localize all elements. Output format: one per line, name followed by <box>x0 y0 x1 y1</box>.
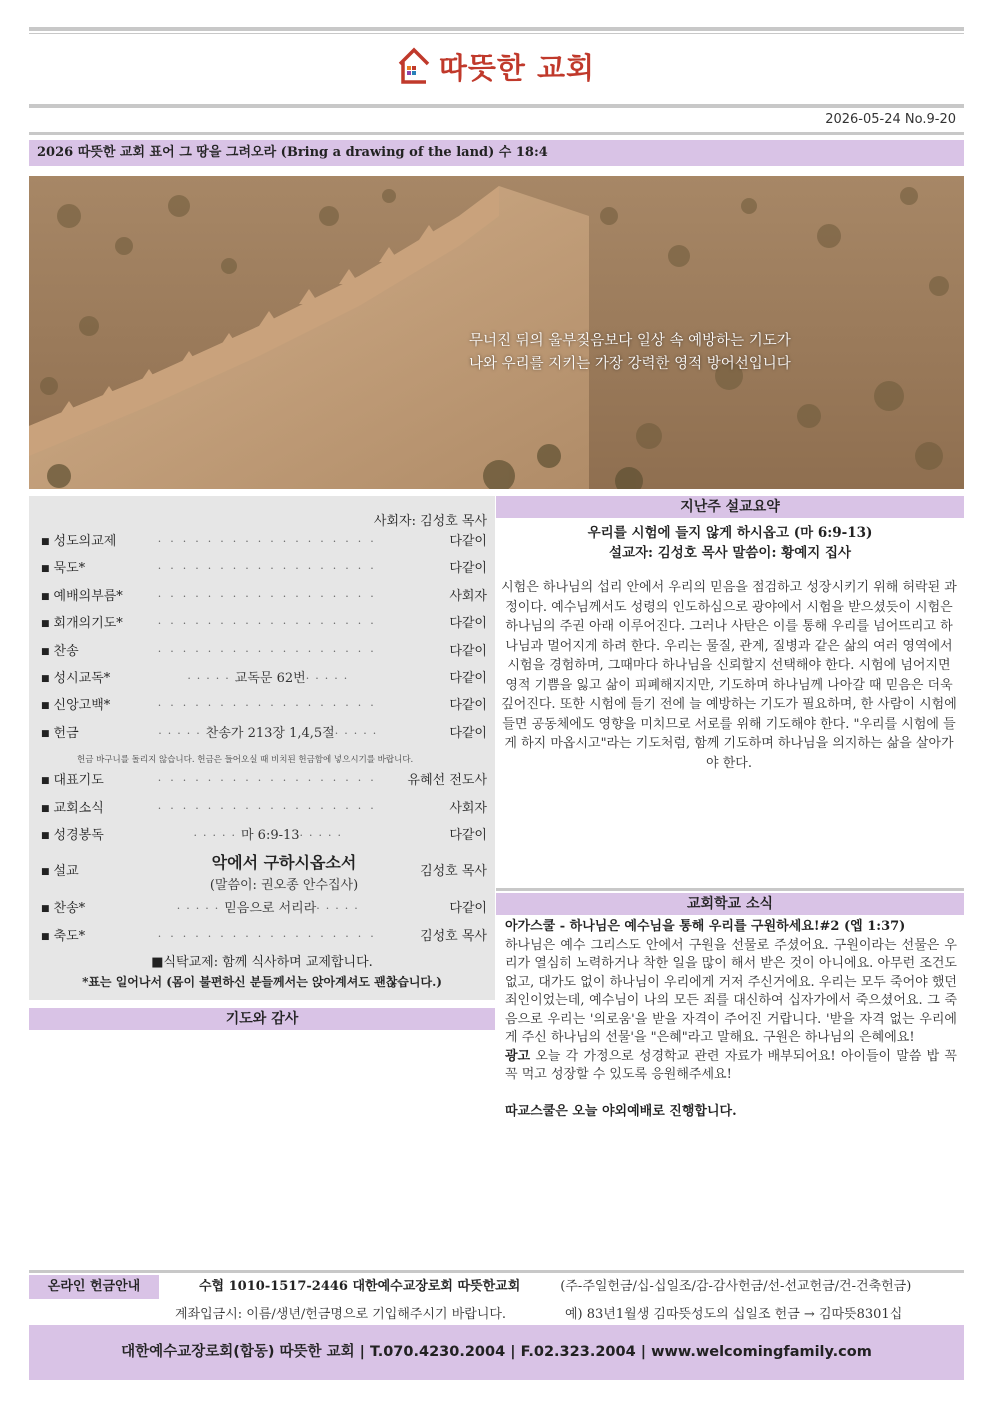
bullet-icon: ■ <box>41 537 50 547</box>
order-row <box>41 899 487 919</box>
order-item-detail <box>150 669 391 689</box>
order-item-name: 성도의교제 <box>53 534 117 549</box>
order-item-detail-text: 마 6:9-13 <box>240 828 300 843</box>
order-item-detail-text: 믿음으로 서리라 <box>224 901 317 916</box>
order-item-leader: 다같이 <box>449 644 487 659</box>
order-row <box>41 724 487 744</box>
leader-dots: ·················· <box>157 774 383 787</box>
offering-note: 헌금 바구니를 돌리지 않습니다. 헌금은 들어오실 때 비치된 헌금함에 넣으시기를 바랍니다. <box>77 755 414 765</box>
online-offering-label: 온라인 헌금안내 <box>29 1275 159 1299</box>
prayer-heading: 기도와 감사 <box>29 1008 495 1030</box>
school-body-text: 하나님은 예수 그리스도 안에서 구원을 선물로 주셨어요. 구원이라는 선물은 우리가 열심히 노력하거나 착한 일을 많이 해서 받은 것이 아니에요. 아무런 조건도 없고, 대가도 없이 하나님이 우리에게 거저 주신거에요. 우리는 모두 죽어야 했던 죄인이었는데, 예수님이 나의 모든 죄를 대신하여 십자가에서 죽으셨어요. 그 죽음으로 우리는 '의로움'을 받을 자격이 주어진 거랍니다. '받을 자격 없는 우리에게 주신 하나님의 선물'을 "은혜"라고 말해요. 구원은 하나님의 은혜에요! <box>505 937 957 1045</box>
order-item-name: 설교 <box>53 864 79 879</box>
leader-dots: ····· <box>158 727 206 740</box>
order-item-leader: 다같이 <box>449 726 487 741</box>
order-item-leader: 다같이 <box>449 561 487 576</box>
order-of-service <box>29 496 495 1000</box>
issue-dateline: 2026-05-24 No.9-20 <box>825 112 956 127</box>
school-news <box>505 918 957 1121</box>
leader-dots: ·················· <box>157 699 383 712</box>
order-row <box>41 614 487 634</box>
online-offering-row <box>29 1275 964 1299</box>
house-icon <box>397 46 431 86</box>
leader-dots: ····· <box>305 672 354 685</box>
leader-dots: ·················· <box>157 930 383 943</box>
order-item-detail-text: 찬송가 213장 1,4,5절 <box>205 726 335 741</box>
leader-dots: ····· <box>316 902 364 915</box>
hero-caption-line1: 무너진 뒤의 울부짖음보다 일상 속 예방하는 기도가 <box>469 333 791 349</box>
bullet-icon: ■ <box>41 867 50 877</box>
bullet-icon: ■ <box>41 932 50 942</box>
order-item-name: 찬송* <box>53 901 86 916</box>
order-item-name: 신앙고백* <box>53 698 111 713</box>
sermon-summary-body: 시험은 하나님의 섭리 안에서 우리의 믿음을 점검하고 성장시키기 위해 허락된 과정이다. 예수님께서도 성령의 인도하심으로 광야에서 시험을 받으셨듯이 시험은 하나님의 주권 아래 이루어진다. 그러나 사탄은 이를 통해 우리를 넘어뜨리고 하나님과 멀어지게 하려 한다. 우리는 물질, 관계, 질병과 같은 삶의 여러 영역에서 시험을 경험하며, 그때마다 하나님을 신뢰할지 선택해야 한다. 시험에 넘어지면 영적 기쁨을 잃고 삶이 피폐해지지만, 기도하며 하나님께 나아갈 때 믿음은 더욱 깊어진다. 또한 시험에 들기 전에 늘 예방하는 기도가 필요하며, 한 사람이 시험에 들면 공동체에도 영향을 미치므로 서로를 위해 기도해야 한다. "우리를 시험에 들게 하지 마옵시고"라는 기도처럼, 함께 기도하며 하나님을 의지하는 삶을 살아가야 한다. <box>501 580 957 771</box>
sermon-summary-title: 우리를 시험에 들지 않게 하시옵고 (마 6:9-13) <box>587 525 873 541</box>
hero-caption-line2: 나와 우리를 지키는 가장 강력한 영적 방어선입니다 <box>469 356 791 372</box>
order-item-name: 성경봉독 <box>53 828 104 843</box>
order-item-name: 성시교독* <box>53 671 111 686</box>
order-row <box>41 587 487 607</box>
order-item-leader: 다같이 <box>449 901 487 916</box>
sermon-summary-heading: 지난주 설교요약 <box>496 496 964 518</box>
order-row <box>41 696 487 716</box>
footer-rule <box>29 1270 964 1273</box>
school-ad-label: 광고 <box>505 1048 531 1064</box>
order-row <box>41 826 487 846</box>
bullet-icon: ■ <box>41 564 50 574</box>
school-title: 아가스쿨 - 하나님은 예수님을 통해 우리를 구원하세요!#2 (엡 1:37) <box>505 919 906 934</box>
meal-note: ■식탁교제: 함께 식사하며 교제합니다. <box>151 955 373 970</box>
deposit-example: 예) 83년1월생 김따뜻성도의 십일조 헌금 → 김따뜻8301십 <box>565 1307 903 1322</box>
order-row <box>41 927 487 947</box>
school-heading: 교회학교 소식 <box>496 893 964 915</box>
order-item-name: 교회소식 <box>53 801 104 816</box>
leader-dots: ····· <box>176 902 225 915</box>
order-row <box>41 669 487 689</box>
order-item-name: 찬송 <box>53 644 79 659</box>
order-item-leader: 김성호 목사 <box>420 929 487 944</box>
order-item-name: 회개의기도* <box>53 616 123 631</box>
school-ad <box>505 1048 957 1085</box>
presider: 사회자: 김성호 목사 <box>373 514 487 529</box>
order-item-leader: 다같이 <box>449 671 487 686</box>
order-item-name: 묵도* <box>53 561 86 576</box>
order-item-leader: 다같이 <box>449 616 487 631</box>
bullet-icon: ■ <box>41 674 50 684</box>
bullet-icon: ■ <box>41 776 50 786</box>
bullet-icon: ■ <box>41 592 50 602</box>
order-item-leader: 다같이 <box>449 534 487 549</box>
order-item-detail-text: 교독문 62번 <box>234 671 306 686</box>
order-row <box>41 532 487 552</box>
leader-dots: ····· <box>334 727 383 740</box>
sermon-summary-preacher: 설교자: 김성호 목사 말씀이: 황예지 집사 <box>608 545 852 561</box>
order-row <box>41 642 487 662</box>
hero-caption <box>469 330 889 376</box>
bullet-icon: ■ <box>41 647 50 657</box>
order-item-leader: 다같이 <box>449 828 487 843</box>
order-item-name: 헌금 <box>53 726 79 741</box>
leader-dots: ·················· <box>157 802 383 815</box>
order-item-name: 대표기도 <box>53 773 104 788</box>
order-item-leader: 김성호 목사 <box>420 864 487 879</box>
sermon-title: 악에서 구하시옵소서 <box>211 853 357 872</box>
leader-dots: ····· <box>299 829 348 842</box>
bullet-icon: ■ <box>41 831 50 841</box>
top-rule-thin <box>29 33 964 34</box>
leader-dots: ····· <box>187 672 235 685</box>
school-ad-text: 오늘 각 가정으로 성경학교 관련 자료가 배부되어요! 아이들이 말씀 밥 꼭꼭 먹고 성장할 수 있도록 응원해주세요! <box>505 1048 957 1082</box>
order-item-leader: 다같이 <box>449 698 487 713</box>
church-logo <box>0 40 992 92</box>
bullet-icon: ■ <box>41 619 50 629</box>
order-item-name: 예배의부름* <box>53 589 123 604</box>
dateline-rule <box>29 132 964 135</box>
order-row <box>41 799 487 819</box>
order-item-name: 축도* <box>53 929 86 944</box>
leader-dots: ·················· <box>157 590 383 603</box>
church-contact: 대한예수교장로회(합동) 따뜻한 교회 | T.070.4230.2004 | F.02.323.2004 | www.welcomingfamily.com <box>29 1325 964 1380</box>
header-rule <box>29 104 964 108</box>
bullet-icon: ■ <box>41 729 50 739</box>
top-rule <box>29 27 964 31</box>
bullet-icon: ■ <box>41 804 50 814</box>
order-row <box>41 559 487 579</box>
theme-banner: 2026 따뜻한 교회 표어 그 땅을 그려오라 (Bring a drawing of the land) 수 18:4 <box>29 140 964 166</box>
order-row <box>41 771 487 791</box>
leader-dots: ·················· <box>157 535 383 548</box>
school-rule <box>496 888 964 891</box>
order-item-detail <box>150 899 391 919</box>
leader-dots: ·················· <box>157 617 383 630</box>
bank-account: 수협 1010-1517-2446 대한예수교장로회 따뜻한교회 <box>199 1279 521 1294</box>
deposit-rule: 계좌입금시: 이름/생년/헌금명으로 기입해주시기 바랍니다. <box>175 1307 507 1322</box>
order-item-detail <box>150 724 391 744</box>
hero-image <box>29 176 964 489</box>
order-item-leader: 사회자 <box>449 589 487 604</box>
order-item-leader: 사회자 <box>449 801 487 816</box>
sermon-reader: (말씀이: 권오종 안수집사) <box>209 878 359 893</box>
bullet-icon: ■ <box>41 701 50 711</box>
leader-dots: ····· <box>193 829 241 842</box>
leader-dots: ·················· <box>157 562 383 575</box>
order-item-detail <box>150 826 391 846</box>
leader-dots: ·················· <box>157 645 383 658</box>
order-item-leader: 유혜선 전도사 <box>407 773 487 788</box>
school-notice: 따교스쿨은 오늘 야외예배로 진행합니다. <box>505 1103 737 1119</box>
church-name: 따뜻한 교회 <box>438 50 596 85</box>
stand-note: *표는 일어나서 (몸이 불편하신 분들께서는 앉아계셔도 괜찮습니다.) <box>82 975 442 989</box>
offering-codes: (주-주일헌금/십-십일조/감-감사헌금/선-선교헌금/건-건축헌금) <box>560 1279 912 1294</box>
bullet-icon: ■ <box>41 904 50 914</box>
